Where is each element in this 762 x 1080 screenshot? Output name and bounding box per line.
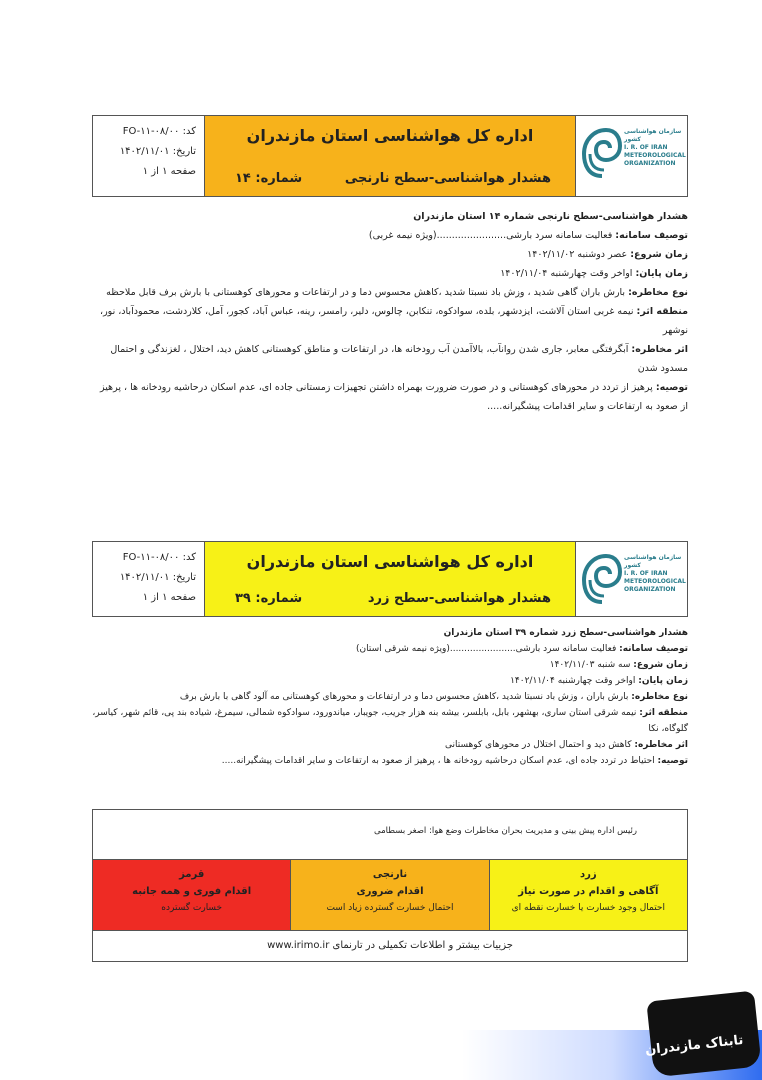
brand-logo-text: تابناک مازندران <box>644 1032 745 1059</box>
doc-code: FO-۱۱-۰۸/۰۰ <box>122 126 180 137</box>
meteorology-logo <box>575 116 687 196</box>
org-title: اداره کل هواشناسی استان مازندران <box>246 552 534 571</box>
doc-date: ۱۴۰۲/۱۱/۰۱ <box>119 146 170 157</box>
brand-logo-box <box>646 991 761 1078</box>
doc-code: FO-۱۱-۰۸/۰۰ <box>122 552 180 563</box>
logo-text: سازمان هواشناسی کشور I. R. OF IRAN METEOROLOGICAL ORGANIZATION <box>624 554 686 593</box>
start-row: زمان شروع: عصر دوشنبه ۱۴۰۲/۱۱/۰۲ <box>527 249 688 260</box>
date-label: تاریخ: <box>172 146 196 157</box>
advice-row: توصیه: احتیاط در تردد جاده ای، عدم اسکان درحاشیه رودخانه ها ، پرهیز از صعود به ارتفاعات و سایر اقدامات پیشگیرانه..... <box>221 756 688 766</box>
code-label: کد: <box>182 126 196 137</box>
warning-body-orange <box>92 207 688 416</box>
effect-row: اثر مخاطره: آبگرفتگی معابر، جاری شدن روانآب، بالاآمدن آب رودخانه ها، در ارتفاعات و مناطق کوهستانی کاهش دید، اختلال ، لغزندگی و احتمال مسدود شدن <box>110 344 688 374</box>
doc-meta <box>93 542 205 616</box>
warning-heading: هشدار هواشناسی-سطح زرد شماره ۳۹ استان مازندران <box>443 628 688 638</box>
hazard-row: نوع مخاطره: بارش باران ، وزش باد نسبتا شدید ،کاهش محسوس دما و در ارتفاعات و محورهای کوهستانی مه آلود گاهی با بارش برف <box>179 692 688 702</box>
desc-row: توصیف سامانه: فعالیت سامانه سرد بارشی.......................(ویژه نیمه غربی) <box>368 230 688 241</box>
effect-row: اثر مخاطره: کاهش دید و احتمال اختلال در محورهای کوهستانی <box>445 740 688 750</box>
hazard-row: نوع مخاطره: بارش باران گاهی شدید ، وزش باد نسبتا شدید ،کاهش محسوس دما و در ارتفاعات و محورهای کوهستانی با بارش برف قابل ملاحظه <box>106 287 688 298</box>
date-label: تاریخ: <box>172 572 196 583</box>
spiral-icon <box>582 122 622 182</box>
warning-body-yellow <box>92 625 688 769</box>
warning-number: شماره: ۱۴ <box>235 171 303 186</box>
code-label: کد: <box>182 552 196 563</box>
spiral-icon <box>582 548 622 608</box>
warning-header-yellow <box>92 541 688 617</box>
logo-text: سازمان هواشناسی کشور I. R. OF IRAN METEOROLOGICAL ORGANIZATION <box>624 128 686 167</box>
org-title: اداره کل هواشناسی استان مازندران <box>246 126 534 145</box>
title-block <box>205 116 575 196</box>
warning-title: هشدار هواشناسی-سطح نارنجی <box>344 171 551 186</box>
page-number: صفحه ۱ از ۱ <box>142 592 196 603</box>
warning-number: شماره: ۳۹ <box>235 591 303 606</box>
page-number: صفحه ۱ از ۱ <box>142 166 196 177</box>
legend-box <box>92 809 688 962</box>
advice-row: توصیه: پرهیز از تردد در محورهای کوهستانی و در صورت ضرورت بهمراه داشتن تجهیزات زمستانی جاده ای، عدم اسکان درحاشیه رودخانه ها ، پرهیز از صعود به ارتفاعات و سایر اقدامات پیشگیرانه..... <box>99 382 688 412</box>
brand-banner <box>462 1030 762 1080</box>
doc-date: ۱۴۰۲/۱۱/۰۱ <box>119 572 170 583</box>
area-row: منطقه اثر: نیمه شرقی استان ساری، بهشهر، بابل، بابلسر، بیشه بنه هزار جریب، جویبار، میاندورود، سوادکوه شمالی، سیمرغ، شیاده بند پی، قائم شهر، کیاسر، گلوگاه، نکا <box>92 708 688 734</box>
end-row: زمان پایان: اواخر وقت چهارشنبه ۱۴۰۲/۱۱/۰۴ <box>510 676 688 686</box>
doc-meta <box>93 116 205 196</box>
warning-header-orange <box>92 115 688 197</box>
desc-row: توصیف سامانه: فعالیت سامانه سرد بارشی.......................(ویژه نیمه شرقی استان) <box>356 644 688 654</box>
start-row: زمان شروع: سه شنبه ۱۴۰۲/۱۱/۰۳ <box>549 660 688 670</box>
website-footer: جزییات بیشتر و اطلاعات تکمیلی در تارنمای www.irimo.ir <box>267 940 513 951</box>
warning-title: هشدار هواشناسی-سطح زرد <box>367 591 551 606</box>
level-orange: نارنجی اقدام ضروری احتمال خسارت گسترده زیاد است <box>291 860 489 930</box>
area-row: منطقه اثر: نیمه غربی استان آلاشت، ایزدشهر، بلده، سوادکوه، تنکابن، چالوس، دلیر، رامسر، رینه، عباس آباد، کجور، آمل، کلاردشت، محمودآباد، نور، نوشهر <box>100 306 688 336</box>
meteorology-logo <box>575 542 687 616</box>
level-yellow: زرد آگاهی و اقدام در صورت نیاز احتمال وجود خسارت یا خسارت نقطه ای <box>490 860 687 930</box>
title-block <box>205 542 575 616</box>
level-red: قرمز اقدام فوری و همه جانبه خسارت گسترده <box>93 860 291 930</box>
warning-heading: هشدار هواشناسی-سطح نارنجی شماره ۱۴ استان مازندران <box>413 211 688 222</box>
level-legend <box>93 860 687 931</box>
signature-line: رئیس اداره پیش بینی و مدیریت بحران مخاطرات وضع هوا: اصغر بسطامی <box>93 810 687 860</box>
end-row: زمان پایان: اواخر وقت چهارشنبه ۱۴۰۲/۱۱/۰۴ <box>500 268 688 279</box>
